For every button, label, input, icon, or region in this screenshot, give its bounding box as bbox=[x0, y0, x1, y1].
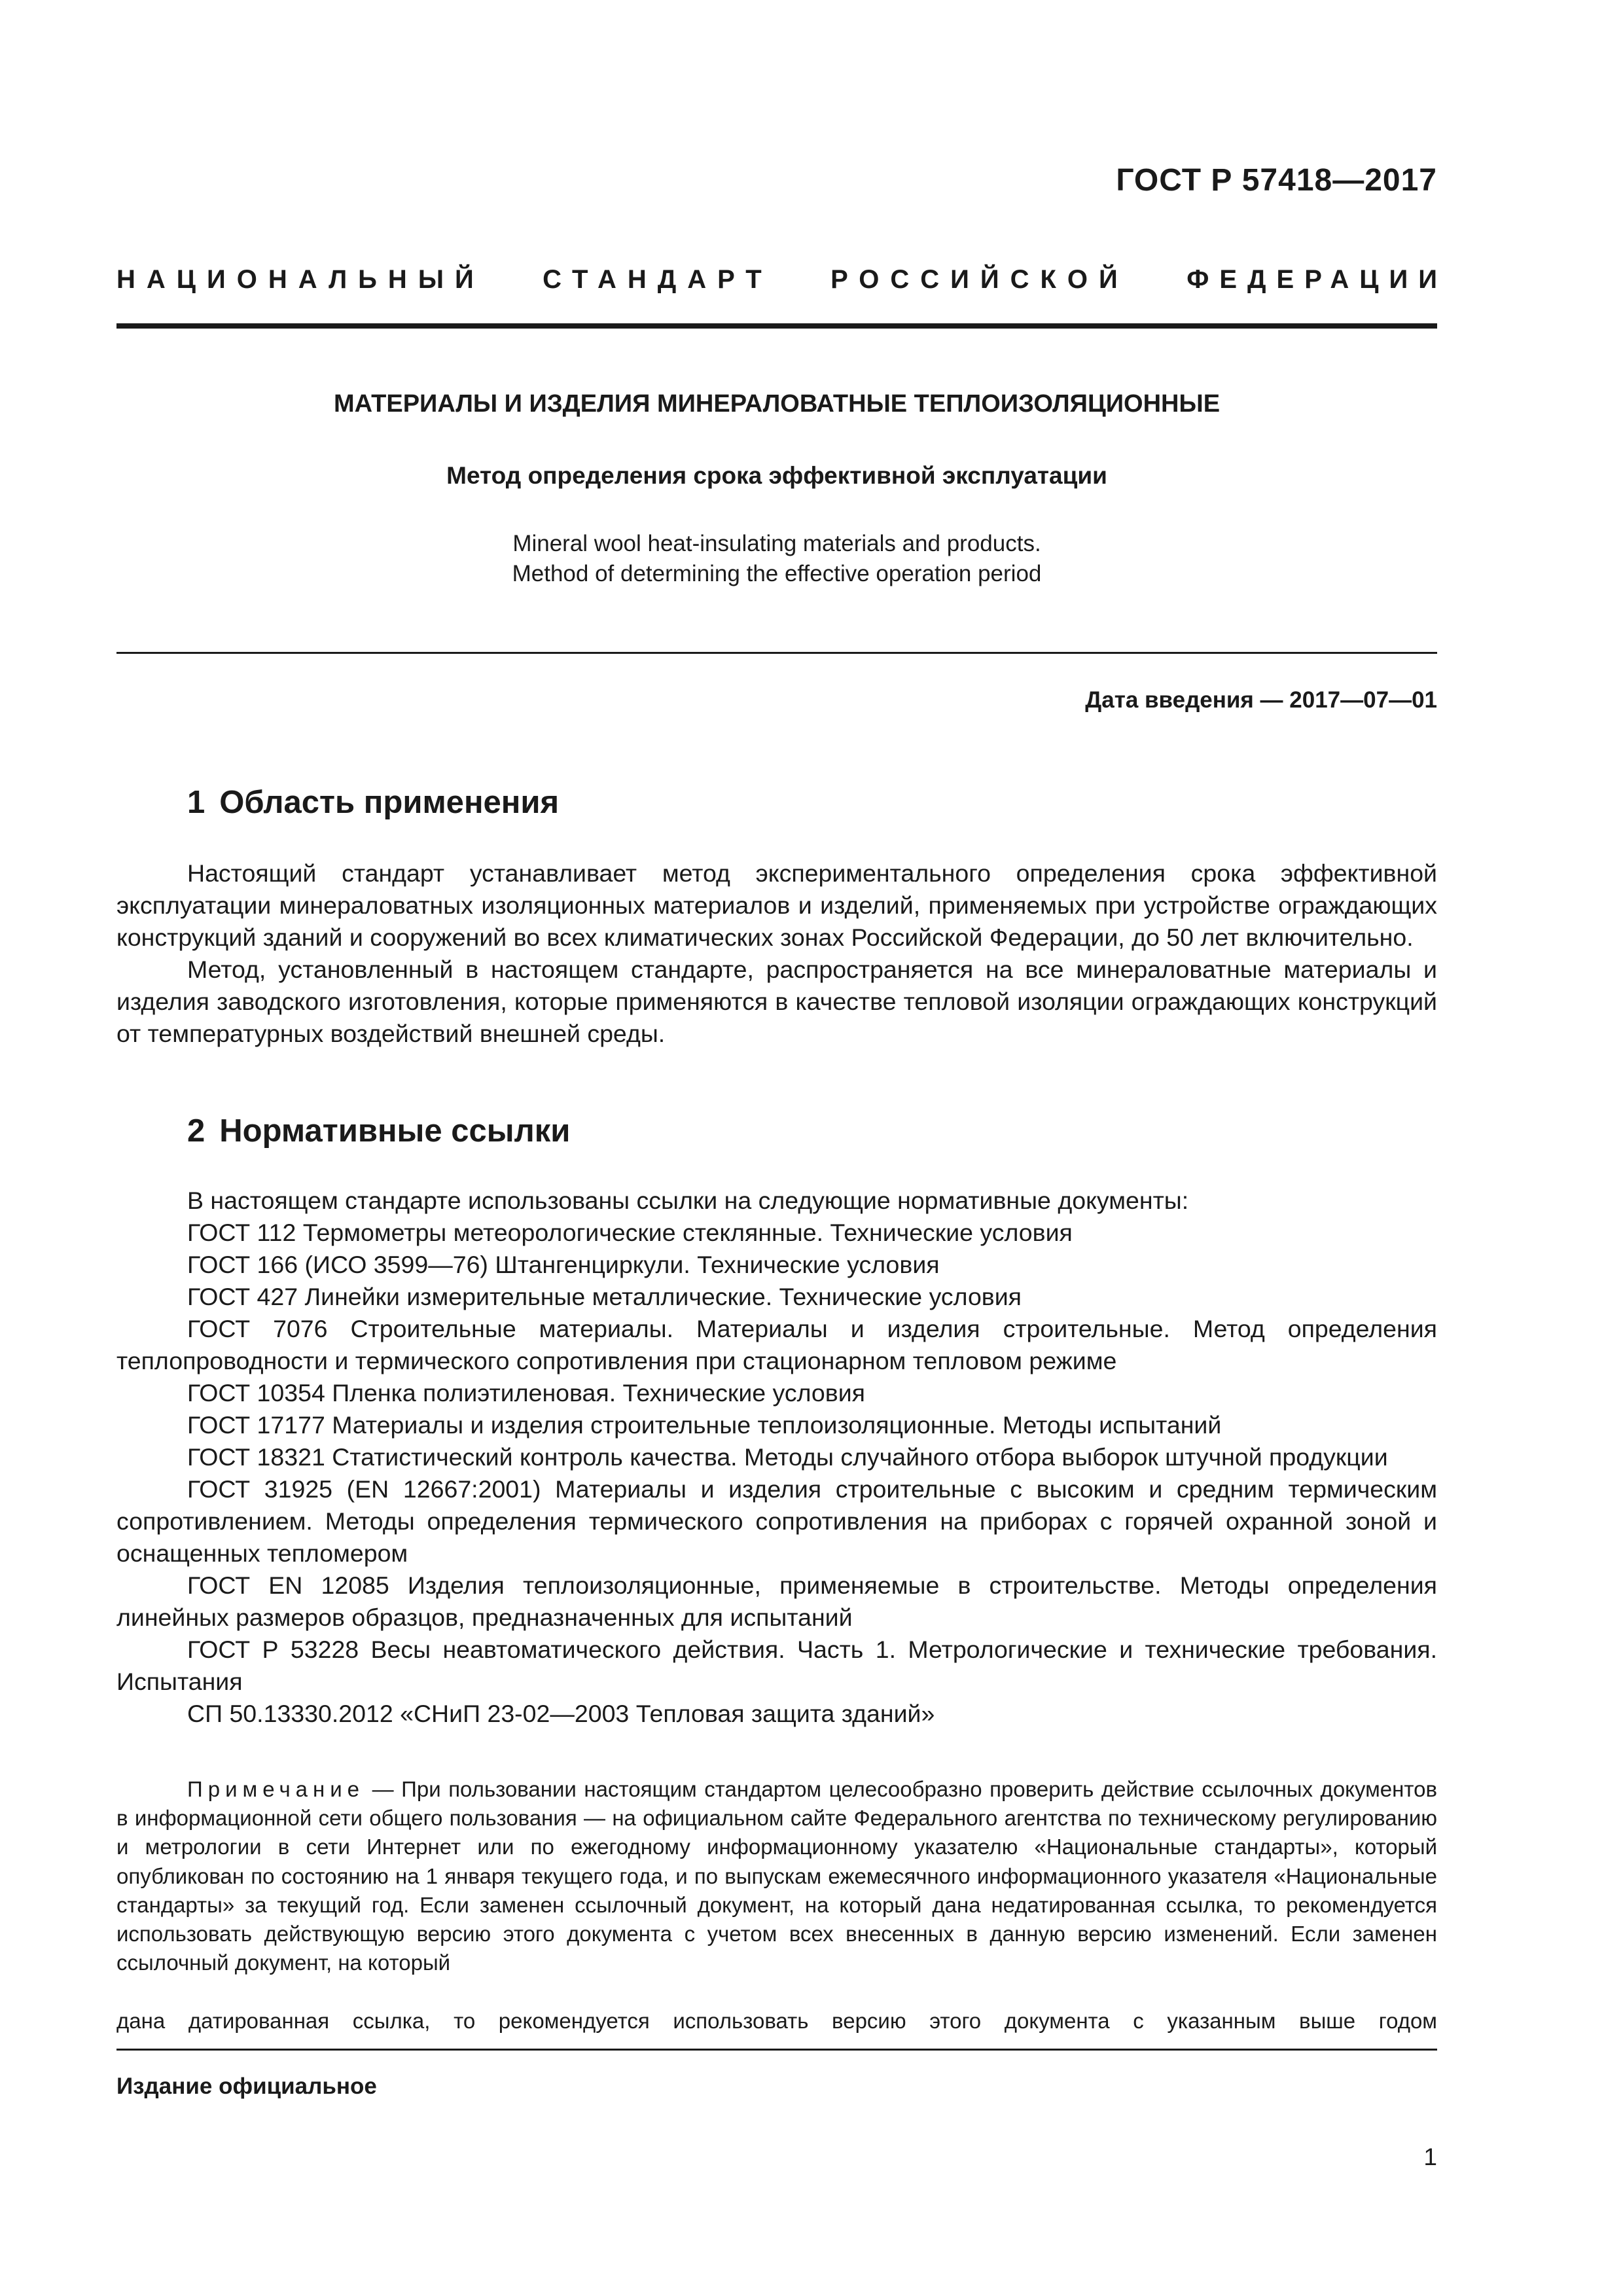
section-1-paragraph: Метод, установленный в настоящем стандарте, распространяется на все минераловатные материалы и изделия заводского изготовления, которые применяются в качестве тепловой изоляции ограждающих конструкций от температурных воздействий внешней среды. bbox=[116, 956, 1437, 1047]
national-title-word-3: РОССИЙСКОЙ bbox=[830, 265, 1129, 294]
reference-item: ГОСТ Р 53228 Весы неавтоматического действия. Часть 1. Метрологические и технические требования. Испытания bbox=[116, 1636, 1437, 1695]
section-2-body bbox=[116, 1185, 1437, 1730]
reference-item: ГОСТ 166 (ИСО 3599—76) Штангенциркули. Технические условия bbox=[187, 1251, 940, 1278]
reference-item: ГОСТ 31925 (EN 12667:2001) Материалы и изделия строительные с высоким и средним термическим сопротивлением. Методы определения термического сопротивления на приборах с горячей охранной зоной и оснащенных тепломером bbox=[116, 1475, 1437, 1567]
section-1-paragraph: Настоящий стандарт устанавливает метод экспериментального определения срока эффективной эксплуатации минераловатных изоляционных материалов и изделий, применяемых при устройстве ограждающих конструкций зданий и сооружений во всех климатических зонах Российской Федерации, до 50 лет включительно. bbox=[116, 859, 1437, 951]
reference-item: ГОСТ 112 Термометры метеорологические стеклянные. Технические условия bbox=[187, 1219, 1073, 1246]
note-text: — При пользовании настоящим стандартом целесообразно проверить действие ссылочных документов в информационной сети общего пользования — на официальном сайте Федерального агентства по техническому регулированию и метрологии в сети Интернет или по ежегодному информационному указателю «Национальные стандарты», который опубликован по состоянию на 1 января текущего года, и по выпускам ежемесячного информационного указателя «Национальные стандарты» за текущий год. Если заменен ссылочный документ, на который дана недатированная ссылка, то рекомендуется использовать действующую версию этого документа с учетом всех внесенных в данную версию изменений. Если заменен ссылочный документ, на который bbox=[116, 1777, 1437, 1975]
section-1-heading bbox=[187, 784, 559, 821]
header-divider bbox=[116, 323, 1437, 329]
gost-code: ГОСТ Р 57418—2017 bbox=[1116, 163, 1437, 198]
reference-item: ГОСТ 427 Линейки измерительные металлические. Технические условия bbox=[187, 1283, 1022, 1310]
document-title: МАТЕРИАЛЫ И ИЗДЕЛИЯ МИНЕРАЛОВАТНЫЕ ТЕПЛОИЗОЛЯЦИОННЫЕ bbox=[333, 390, 1221, 418]
footer-divider bbox=[116, 2049, 1437, 2051]
reference-item: ГОСТ 17177 Материалы и изделия строительные теплоизоляционные. Методы испытаний bbox=[187, 1411, 1222, 1439]
introduction-date: Дата введения — 2017—07—01 bbox=[1085, 687, 1437, 713]
page-number: 1 bbox=[1423, 2144, 1437, 2170]
document-subtitle: Метод определения срока эффективной эксплуатации bbox=[446, 462, 1107, 489]
national-title-word-1: НАЦИОНАЛЬНЫЙ bbox=[116, 265, 485, 294]
reference-item: СП 50.13330.2012 «СНиП 23-02—2003 Тепловая защита зданий» bbox=[187, 1700, 935, 1727]
section-2-number: 2 bbox=[187, 1113, 205, 1149]
section-2-heading bbox=[187, 1113, 570, 1149]
reference-item: ГОСТ EN 12085 Изделия теплоизоляционные, применяемые в строительстве. Методы определения линейных размеров образцов, предназначенных для испытаний bbox=[116, 1571, 1437, 1631]
section-1-title: Область применения bbox=[219, 785, 560, 820]
section-1-body bbox=[116, 857, 1437, 1050]
note-last-line: дана датированная ссылка, то рекомендуется использовать версию этого документа с указанным выше годом bbox=[116, 2009, 1437, 2033]
national-standard-title bbox=[116, 265, 1448, 295]
references-intro: В настоящем стандарте использованы ссылки на следующие нормативные документы: bbox=[187, 1187, 1189, 1214]
section-2-title: Нормативные ссылки bbox=[219, 1113, 571, 1149]
note-label: Примечание bbox=[187, 1777, 365, 1801]
reference-item: ГОСТ 7076 Строительные материалы. Материалы и изделия строительные. Метод определения теплопроводности и термического сопротивления при стационарном тепловом режиме bbox=[116, 1315, 1437, 1374]
english-title-line-2: Method of determining the effective operation period bbox=[512, 561, 1042, 586]
note-block bbox=[116, 1775, 1437, 1977]
title-divider bbox=[116, 652, 1437, 654]
english-title bbox=[116, 529, 1437, 589]
national-title-word-4: ФЕДЕРАЦИИ bbox=[1186, 265, 1448, 294]
reference-item: ГОСТ 18321 Статистический контроль качества. Методы случайного отбора выборок штучной продукции bbox=[187, 1443, 1388, 1471]
note-last-line-block bbox=[116, 2007, 1437, 2036]
reference-item: ГОСТ 10354 Пленка полиэтиленовая. Технические условия bbox=[187, 1379, 865, 1407]
section-1-number: 1 bbox=[187, 785, 205, 820]
national-title-word-2: СТАНДАРТ bbox=[543, 265, 773, 294]
english-title-line-1: Mineral wool heat-insulating materials and products. bbox=[512, 531, 1041, 556]
document-page bbox=[116, 0, 1448, 2296]
official-edition-label: Издание официальное bbox=[116, 2073, 377, 2099]
